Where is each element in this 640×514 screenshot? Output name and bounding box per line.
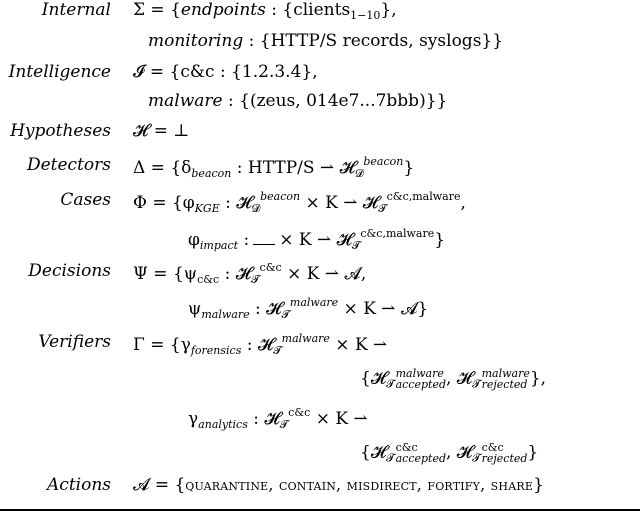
rejected-malware-sup: malware [481,367,530,380]
cases-comma: , [460,193,466,213]
detectors-symbol: Δ = {δ [133,158,192,178]
decisions-symbol: Ψ = {ψ [133,264,198,284]
malware-value: {(zeus, 014e7...7bbb)}} [239,91,448,111]
row-cases [0,190,640,216]
cc-outcomes-open: {𝓗 [360,442,387,463]
impact-ccm-superscript: c&c,malware [360,227,435,240]
rejected-label: rejected [481,378,528,391]
cases-colon: : 𝓗 [219,193,252,213]
row-verifiers-cc-outcomes [0,442,640,468]
analytics-colon: : 𝓗 [247,409,280,429]
row-verifiers-malware-outcomes [0,368,640,394]
intelligence-symbol: 𝓘 = { [133,62,181,82]
row-cases-impact [0,227,640,253]
label-intelligence: Intelligence [8,62,111,82]
cases-expr-line1 [133,190,466,216]
clients-value: {clients [282,0,351,20]
psi-symbol: ψ [188,299,202,319]
cc-outcome2-t-subscript: 𝓣 [472,451,481,465]
decisions-product: × K ⇀ 𝓐, [281,264,367,284]
cases-t-subscript: 𝓣 [378,202,387,215]
kge-subscript: KGE [194,202,220,215]
accepted-malware-sup: malware [395,367,444,380]
psi-cc-subscript: c&c [197,273,220,286]
beacon-subscript: beacon [191,167,232,180]
cc-rejected-sup: c&c [481,441,504,454]
analytics-product: × K ⇀ [310,409,368,429]
intelligence-expr-line1: 𝓘 = {c&c : {1.2.3.4}, [133,62,318,82]
monitoring-value: {HTTP/S records, syslogs}} [259,31,504,51]
endpoints-key: endpoints [180,0,266,20]
row-intelligence [0,62,640,88]
accepted-label: accepted [395,378,446,391]
verifiers-malware-outcomes [360,368,546,392]
verifiers-expr-line1 [133,332,387,358]
cc-rejected-stack [482,442,528,464]
row-internal [0,0,640,26]
impact-colon: : [238,230,250,250]
hypotheses-expr: 𝓗 = ⊥ [133,121,190,141]
blank-placeholder [253,234,275,245]
verifiers-malware-superscript: malware [281,332,330,345]
detectors-mapping: : HTTP/S ⇀ 𝓗 [231,158,355,178]
analytics-t-subscript: 𝓣 [279,418,289,431]
cc-accepted-label: accepted [395,452,446,465]
impact-t-subscript: 𝓣 [351,239,361,252]
clients-close: }, [380,0,397,20]
cc-rejected-label: rejected [481,452,528,465]
detectors-expr [133,155,414,181]
cases-expr-line2 [188,227,445,253]
cc-outcomes-close: } [527,442,539,463]
verifiers-cc-outcomes [360,442,538,466]
label-internal: Internal [41,0,111,20]
cc-key: c&c [180,62,215,82]
cc-accepted-sup: c&c [395,441,418,454]
clients-subscript: 1−10 [350,9,381,22]
cases-close: } [434,230,446,250]
cc-outcomes-separator: , 𝓗 [446,442,473,463]
decisions-colon: : 𝓗 [219,264,252,284]
internal-expr-line1: Σ = {endpoints : {clients$_{1-10}$}, [133,0,397,22]
bottom-rule [0,509,640,511]
ccm-superscript: c&c,malware [386,190,461,203]
internal-expr-line2: monitoring : {HTTP/S records, syslogs}} [148,31,504,51]
outcome2-t-subscript: 𝓣 [472,377,481,391]
row-decisions-malware [0,296,640,322]
verifiers-symbol: Γ = {γ [133,335,191,355]
row-hypotheses [0,121,640,147]
impact-product: × K ⇀ 𝓗 [279,230,352,250]
label-actions: Actions [47,475,111,495]
row-intelligence-malware [0,91,640,117]
internal-symbol: Σ = { [133,0,181,20]
cc-outcome-t-subscript: 𝓣 [386,451,395,465]
decisions-t-subscript: 𝓣 [251,273,260,286]
decisions2-product: × K ⇀ 𝓐} [338,299,429,319]
outcomes-separator: , 𝓗 [446,368,473,389]
outcomes-open: {𝓗 [360,368,387,389]
cases-product: × K ⇀ 𝓗 [300,193,379,213]
verifiers-t-subscript: 𝓣 [273,344,282,357]
malware-key: malware [148,91,223,111]
row-actions [0,475,640,501]
analytics-subscript: analytics [198,418,248,431]
accepted-stack [396,368,446,390]
decisions-expr-line2: $\psi_{malware}$ : 𝓗$_𝓣^{malware}$ × K ⇀ 𝓐} [188,296,429,321]
verifiers-product: × K ⇀ [329,335,388,355]
cases-d-subscript: 𝓓 [251,202,261,215]
label-hypotheses: Hypotheses [10,121,111,141]
outcomes-close: }, [529,368,547,389]
label-detectors: Detectors [26,155,111,175]
d-subscript: 𝓓 [354,167,364,180]
gamma-symbol: γ [188,409,199,429]
cases-beacon-superscript: beacon [260,190,301,203]
analytics-cc-superscript: c&c [288,406,311,419]
actions-close: } [533,475,544,495]
monitoring-key: monitoring [148,31,244,51]
decisions2-t-subscript: 𝓣 [281,308,290,321]
label-decisions: Decisions [28,261,111,281]
row-verifiers-analytics [0,406,640,432]
cc-accepted-stack [396,442,446,464]
label-verifiers: Verifiers [38,332,111,352]
verifiers-colon: : 𝓗 [241,335,274,355]
cc-value: {1.2.3.4}, [231,62,318,82]
row-internal-monitoring [0,31,640,57]
decisions-malware-superscript: malware [289,296,339,309]
actions-list: quarantine, contain, misdirect, fortify, share [185,475,534,494]
intelligence-expr-line2: malware : {(zeus, 014e7...7bbb)}} [148,91,448,111]
decisions-cc-superscript: c&c [259,261,282,274]
beacon-superscript: beacon [363,155,404,168]
detectors-close: } [403,158,415,178]
row-verifiers [0,332,640,358]
decisions-expr-line1 [133,261,366,287]
forensics-subscript: forensics [190,344,242,357]
impact-subscript: impact [199,239,239,252]
row-detectors [0,155,640,181]
label-cases: Cases [60,190,111,210]
verifiers-expr-line3 [188,406,368,432]
outcome-t-subscript: 𝓣 [386,377,395,391]
row-decisions [0,261,640,287]
rejected-stack [482,368,530,390]
cases-symbol: Φ = {φ [133,193,195,213]
actions-symbol: 𝓐 = { [133,475,186,495]
actions-expr [133,475,544,495]
phi-symbol: φ [188,230,200,250]
psi-malware-subscript: malware [201,308,250,321]
